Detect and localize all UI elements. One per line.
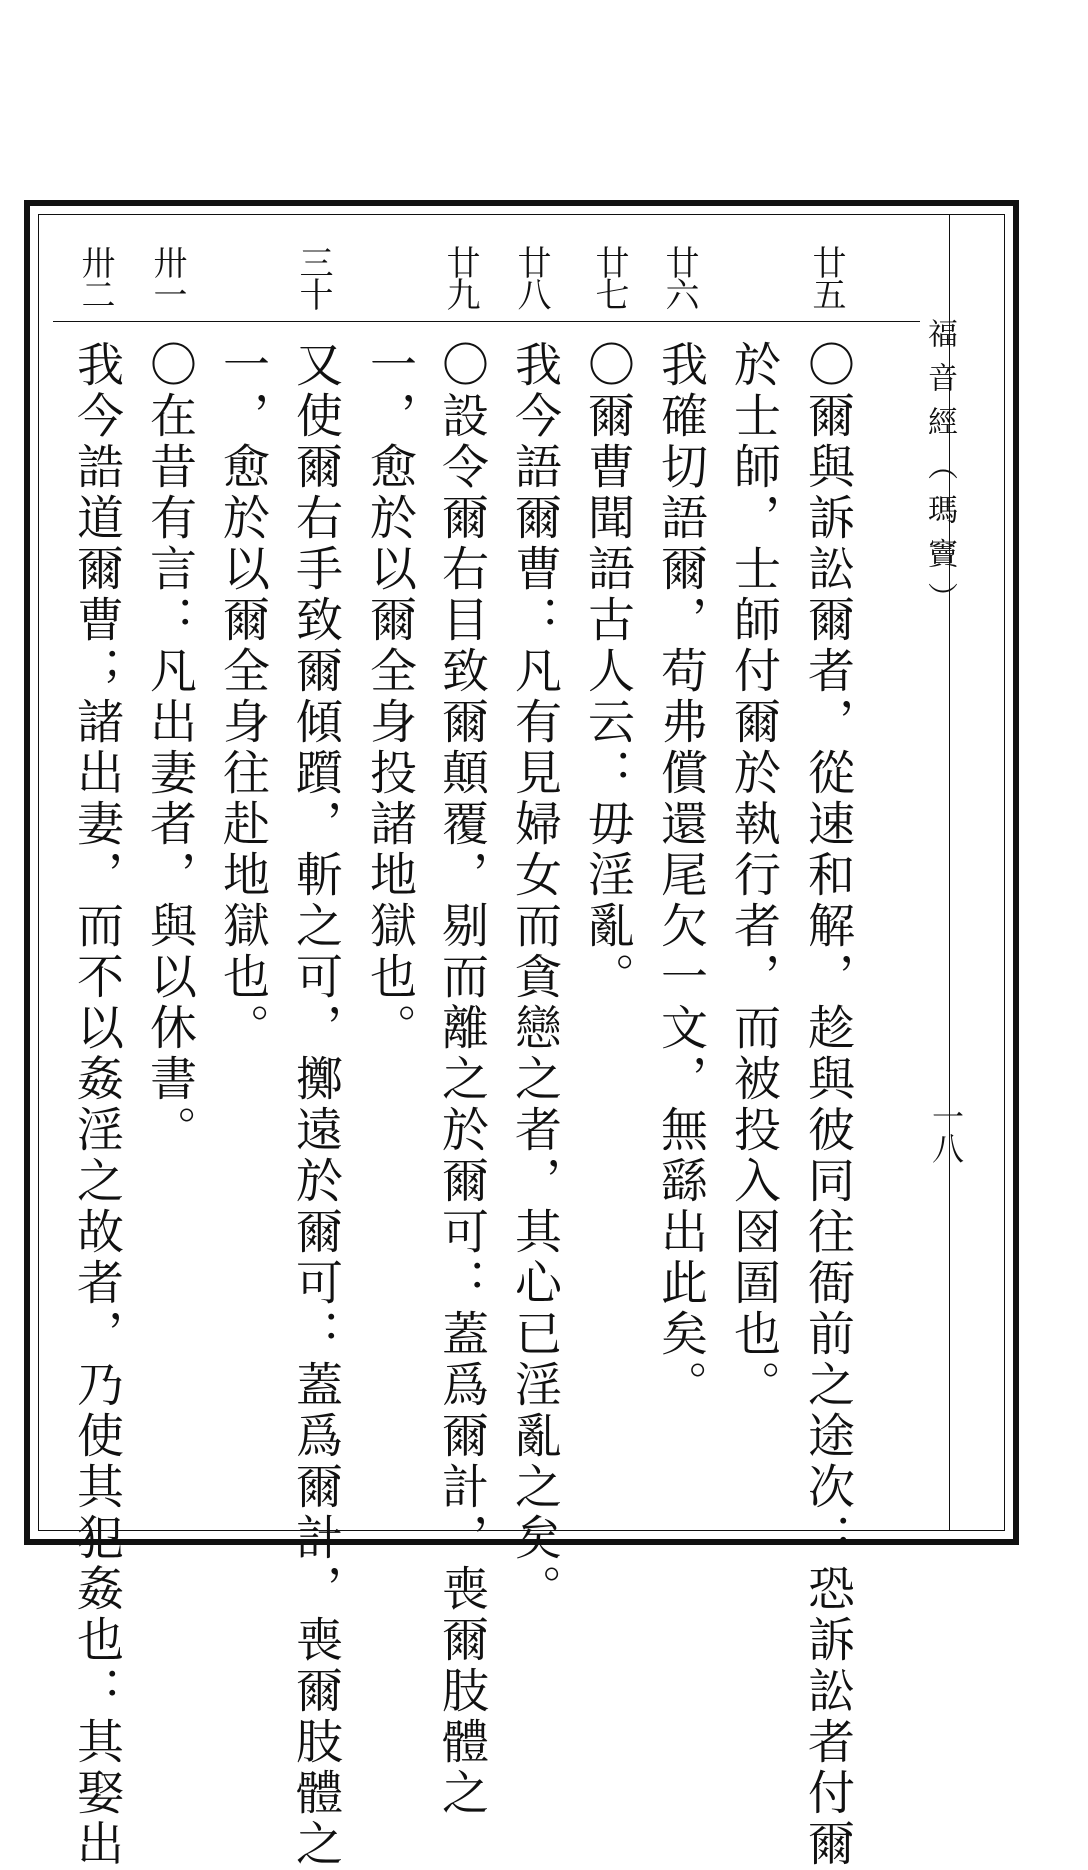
verse-number: 廿七: [589, 245, 629, 309]
verse-number: 卅一: [147, 245, 187, 309]
verse-number-rule: [53, 321, 920, 322]
page-number: 一八: [927, 1100, 965, 1164]
text-column: 一，愈於以爾全身投諸地獄也。: [362, 340, 417, 1054]
verse-number: 廿九: [440, 245, 480, 309]
verse-number: 廿五: [806, 245, 846, 309]
text-column: 〇爾曹聞語古人云：毋淫亂。: [580, 340, 635, 1003]
text-column: 又使爾右手致爾傾躓，斬之可，擲遠於爾可：蓋爲爾計，喪爾肢體之: [288, 340, 343, 1870]
running-head: 福音經（瑪竇）: [922, 318, 957, 626]
verse-number: 廿六: [659, 245, 699, 309]
text-column: 我確切語爾，苟弗償還尾欠一文，無繇出此矣。: [653, 340, 708, 1411]
verse-number: 卅二: [75, 245, 115, 309]
text-column: 〇設令爾右目致爾顛覆，剔而離之於爾可：蓋爲爾計，喪爾肢體之: [434, 340, 489, 1819]
text-column: 我今誥道爾曹；諸出妻，而不以姦淫之故者，乃使其犯姦也：其娶出: [69, 340, 124, 1870]
verse-number: 廿八: [511, 245, 551, 309]
text-column: 於士師，士師付爾於執行者，而被投入囹圄也。: [726, 340, 781, 1411]
text-column: 一，愈於以爾全身往赴地獄也。: [215, 340, 270, 1054]
text-column: 〇爾與訴訟爾者，從速和解，趁與彼同往衙前之途次：恐訴訟者付爾: [800, 340, 855, 1870]
text-column: 我今語爾曹：凡有見婦女而貪戀之者，其心已淫亂之矣。: [507, 340, 562, 1615]
text-column: 〇在昔有言：凡出妻者，與以休書。: [142, 340, 197, 1156]
verse-number: 三十: [293, 245, 333, 309]
